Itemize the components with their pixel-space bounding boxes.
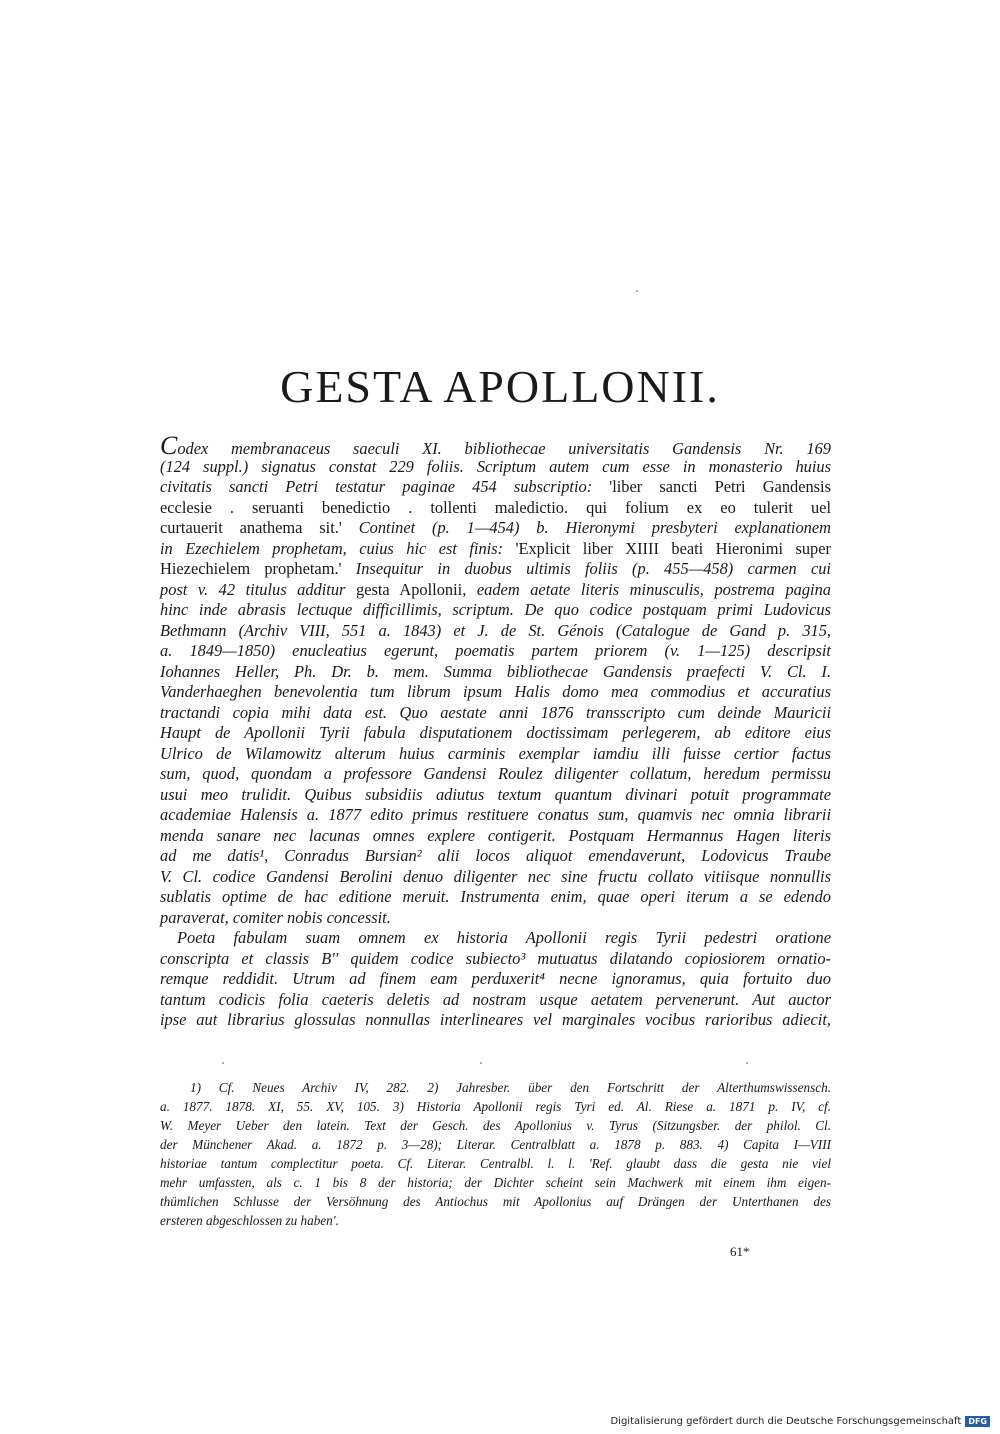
text-line: in Ezechielem prophetam, cuius hic est finis: 'Explicit liber XIIII beati Hieronimi super (160, 538, 831, 558)
footnote-line: 1) Cf. Neues Archiv IV, 282. 2) Jahresber. über den Fortschritt der Alterthumswissensch. (190, 1080, 831, 1095)
text-line: academiae Halensis a. 1877 edito primus restituere conatus sum, quamvis nec omnia librarii (160, 805, 831, 824)
footnotes (160, 1078, 831, 1230)
footnote-line: a. 1877. 1878. XI, 55. XV, 105. 3) Historia Apollonii regis Tyri ed. Al. Riese a. 1871 p. IV, cf. (160, 1099, 831, 1114)
text-line: ipse aut librarius glossulas nonnullas interlineares vel marginales vocibus rarioribus adiecit, (160, 1010, 831, 1029)
text-line: Hiezechielem prophetam.' Insequitur in duobus ultimis foliis (p. 455—458) carmen cui (160, 559, 831, 578)
text-line: Poeta fabulam suam omnem ex historia Apollonii regis Tyrii pedestri oratione (177, 928, 831, 947)
stray-mark (222, 1062, 224, 1064)
text-line: Bethmann (Archiv VIII, 551 a. 1843) et J. de St. Génois (Catalogue de Gand p. 315, (160, 620, 831, 640)
footnote-line: thümlichen Schlusse der Versöhnung des Antiochus mit Apollonius auf Drängen der Unterthanen des (160, 1194, 831, 1209)
page-title: GESTA APOLLONII. (280, 361, 720, 412)
footnote-line: ersteren abgeschlossen zu haben'. (160, 1213, 339, 1228)
stray-mark (636, 290, 638, 292)
text-line: Haupt de Apollonii Tyrii fabula disputationem doctissimam perlegerem, ab editore eius (160, 723, 831, 742)
text-line: a. 1849—1850) enucleatius egerunt, poematis partem priorem (v. 1—125) descripsit (160, 641, 831, 660)
text-line: V. Cl. codice Gandensi Berolini denuo diligenter nec sine fructu collato vitiisque nonnullis (160, 866, 831, 886)
text-line: post v. 42 titulus additur gesta Apollonii, eadem aetate literis minusculis, postrema pagina (160, 579, 831, 599)
text-line: tractandi copia mihi data est. Quo aestate anni 1876 transscripto cum deinde Mauricii (160, 702, 831, 722)
text-line: conscripta et classis B'' quidem codice subiecto³ mutuatus dilatando copiosiorem ornatio- (160, 948, 831, 968)
text-line: (124 suppl.) signatus constat 229 foliis. Scriptum autem cum esse in monasterio huius (160, 456, 831, 476)
text-line: usui meo trulidit. Quibus subsidiis adiutus textum quantum divinari potuit programmate (160, 784, 831, 804)
text-line: tantum codicis folia caeteris deletis ad nostram usque aetatem pervenerunt. Aut auctor (160, 989, 831, 1009)
page-number: 61* (730, 1244, 750, 1259)
text-line: ecclesie . seruanti benedictio . tollenti maledictio. qui folium ex eo tulerit uel (160, 497, 831, 517)
text-line: Vanderhaeghen benevolentia tum librum ipsum Halis domo mea commodius et accuratius (160, 682, 831, 701)
text-line: remque reddidit. Utrum ad finem eam perduxerit⁴ necne ignoramus, quia fortuito duo (160, 969, 831, 988)
text-line: ad me datis¹, Conradus Bursian² alii locos aliquot emendaverunt, Lodovicus Traube (160, 846, 831, 865)
footnote-line: historiae tantum complectitur poeta. Cf. Literar. Centralbl. l. l. 'Ref. glaubt dass die gesta nie viel (160, 1156, 831, 1171)
text-line: hinc inde abrasis lectuque difficillimis, scriptum. De quo codice postquam primi Ludovicus (160, 600, 831, 619)
text-line: Codex membranaceus saeculi XI. bibliothecae universitatis Gandensis Nr. 169 (160, 431, 831, 460)
dfg-logo: DFG (965, 1416, 990, 1427)
stray-mark (746, 1062, 748, 1064)
stray-mark (480, 1062, 482, 1064)
dropcap: C (160, 431, 178, 460)
footnote-line: der Münchener Akad. a. 1872 p. 3—28); Literar. Centralblatt a. 1878 p. 883. 4) Capita I—VIII (160, 1137, 831, 1152)
footnote-line: W. Meyer Ueber den latein. Text der Gesch. des Apollonius v. Tyrus (Sitzungsber. der philol. Cl. (160, 1118, 831, 1133)
text-line: civitatis sancti Petri testatur paginae 454 subscriptio: 'liber sancti Petri Gandensis (160, 477, 831, 496)
text-line: sublatis optime de hac editione meruit. Instrumenta enim, quae operi iterum a se edendo (160, 887, 831, 906)
credit-text: Digitalisierung gefördert durch die Deutsche Forschungsgemeinschaft (610, 1416, 962, 1427)
footnote-line: mehr umfassten, als c. 1 bis 8 der historia; der Dichter scheint sein Machwerk mit einem ihm eigen- (160, 1175, 831, 1190)
digitization-credit (610, 1416, 990, 1427)
text-line: curtauerit anathema sit.' Continet (p. 1—454) b. Hieronymi presbyteri explanationem (160, 518, 831, 537)
text-line: Iohannes Heller, Ph. Dr. b. mem. Summa bibliothecae Gandensis praefecti V. Cl. I. (160, 661, 831, 681)
text-line: menda sanare nec lacunas omnes explere contigerit. Postquam Hermannus Hagen literis (160, 825, 831, 845)
text-line: paraverat, comiter nobis concessit. (160, 907, 391, 927)
main-text (160, 431, 831, 1031)
text-line: Ulrico de Wilamowitz alterum huius carminis exemplar iamdiu illi fuisse certior factus (160, 743, 831, 763)
text-line: sum, quod, quondam a professore Gandensi Roulez diligenter collatum, heredum permissu (160, 764, 831, 783)
